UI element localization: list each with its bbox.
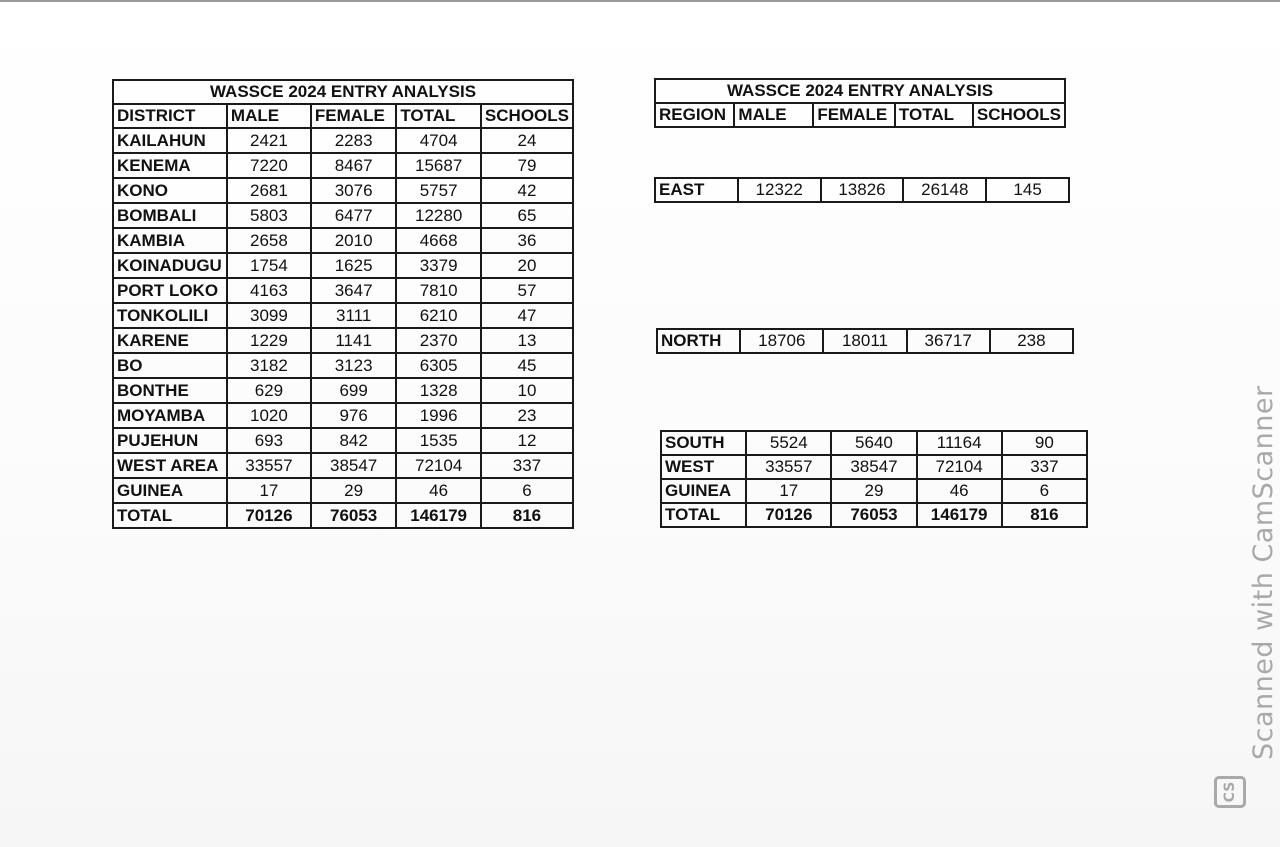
female-value: 6477 bbox=[311, 203, 396, 228]
female-value: 976 bbox=[311, 403, 396, 428]
schools-value: 20 bbox=[481, 253, 573, 278]
male-value: 17 bbox=[227, 478, 311, 503]
total-value: 72104 bbox=[917, 455, 1002, 479]
schools-value: 337 bbox=[481, 453, 573, 478]
female-value: 699 bbox=[311, 378, 396, 403]
schools-value: 42 bbox=[481, 178, 573, 203]
schools-value: 57 bbox=[481, 278, 573, 303]
total-value: 1328 bbox=[396, 378, 481, 403]
camscanner-logo-icon: CS bbox=[1214, 776, 1246, 808]
header-female: FEMALE bbox=[813, 103, 895, 127]
table-row bbox=[661, 503, 1087, 527]
schools-value: 816 bbox=[481, 503, 573, 528]
total-value: 146179 bbox=[396, 503, 481, 528]
male-value: 1020 bbox=[227, 403, 311, 428]
row-name: WEST AREA bbox=[113, 453, 227, 478]
male-value: 5803 bbox=[227, 203, 311, 228]
header-schools: SCHOOLS bbox=[973, 103, 1065, 127]
row-name: TOTAL bbox=[661, 503, 746, 527]
region-north-table bbox=[656, 328, 1074, 354]
row-name: BONTHE bbox=[113, 378, 227, 403]
female-value: 2010 bbox=[311, 228, 396, 253]
row-name: WEST bbox=[661, 455, 746, 479]
total-value: 36717 bbox=[907, 329, 990, 353]
schools-value: 24 bbox=[481, 128, 573, 153]
schools-value: 90 bbox=[1002, 431, 1087, 455]
female-value: 5640 bbox=[831, 431, 916, 455]
district-entry-table bbox=[112, 79, 574, 529]
table-row bbox=[661, 479, 1087, 503]
schools-value: 337 bbox=[1002, 455, 1087, 479]
row-name: PORT LOKO bbox=[113, 278, 227, 303]
table-row bbox=[113, 128, 573, 153]
row-name: SOUTH bbox=[661, 431, 746, 455]
schools-value: 12 bbox=[481, 428, 573, 453]
male-value: 70126 bbox=[227, 503, 311, 528]
header-female: FEMALE bbox=[311, 104, 396, 128]
table-row bbox=[113, 178, 573, 203]
region-name: NORTH bbox=[657, 329, 740, 353]
total-value: 4704 bbox=[396, 128, 481, 153]
total-value: 1996 bbox=[396, 403, 481, 428]
female-value: 3076 bbox=[311, 178, 396, 203]
region-header-row bbox=[655, 103, 1065, 127]
table-row bbox=[113, 303, 573, 328]
total-value: 46 bbox=[396, 478, 481, 503]
schools-value: 10 bbox=[481, 378, 573, 403]
total-value: 6210 bbox=[396, 303, 481, 328]
female-value: 38547 bbox=[311, 453, 396, 478]
row-name: GUINEA bbox=[661, 479, 746, 503]
male-value: 693 bbox=[227, 428, 311, 453]
table-row bbox=[113, 328, 573, 353]
schools-value: 145 bbox=[986, 178, 1069, 202]
female-value: 3123 bbox=[311, 353, 396, 378]
table-row bbox=[113, 153, 573, 178]
male-value: 4163 bbox=[227, 278, 311, 303]
male-value: 629 bbox=[227, 378, 311, 403]
female-value: 29 bbox=[831, 479, 916, 503]
total-value: 146179 bbox=[917, 503, 1002, 527]
schools-value: 238 bbox=[990, 329, 1073, 353]
row-name: KENEMA bbox=[113, 153, 227, 178]
row-name: MOYAMBA bbox=[113, 403, 227, 428]
total-value: 6305 bbox=[396, 353, 481, 378]
male-value: 2681 bbox=[227, 178, 311, 203]
total-value: 3379 bbox=[396, 253, 481, 278]
schools-value: 65 bbox=[481, 203, 573, 228]
table-row bbox=[113, 478, 573, 503]
row-name: TOTAL bbox=[113, 503, 227, 528]
table-row bbox=[113, 378, 573, 403]
row-name: KOINADUGU bbox=[113, 253, 227, 278]
female-value: 3647 bbox=[311, 278, 396, 303]
female-value: 2283 bbox=[311, 128, 396, 153]
table-row bbox=[657, 329, 1073, 353]
region-name: EAST bbox=[655, 178, 738, 202]
female-value: 842 bbox=[311, 428, 396, 453]
table-row bbox=[113, 278, 573, 303]
female-value: 1141 bbox=[311, 328, 396, 353]
row-name: KAILAHUN bbox=[113, 128, 227, 153]
region-table-header bbox=[654, 78, 1066, 128]
row-name: BOMBALI bbox=[113, 203, 227, 228]
district-table-title: WASSCE 2024 ENTRY ANALYSIS bbox=[113, 80, 573, 104]
female-value: 76053 bbox=[311, 503, 396, 528]
table-row bbox=[655, 178, 1069, 202]
schools-value: 816 bbox=[1002, 503, 1087, 527]
header-male: MALE bbox=[734, 103, 813, 127]
male-value: 33557 bbox=[227, 453, 311, 478]
female-value: 76053 bbox=[831, 503, 916, 527]
total-value: 12280 bbox=[396, 203, 481, 228]
table-row bbox=[113, 228, 573, 253]
schools-value: 45 bbox=[481, 353, 573, 378]
header-region: REGION bbox=[655, 103, 734, 127]
schools-value: 6 bbox=[1002, 479, 1087, 503]
row-name: KONO bbox=[113, 178, 227, 203]
male-value: 3182 bbox=[227, 353, 311, 378]
header-district: DISTRICT bbox=[113, 104, 227, 128]
table-row bbox=[113, 403, 573, 428]
row-name: KAMBIA bbox=[113, 228, 227, 253]
header-total: TOTAL bbox=[396, 104, 481, 128]
total-value: 1535 bbox=[396, 428, 481, 453]
table-row bbox=[113, 353, 573, 378]
total-value: 7810 bbox=[396, 278, 481, 303]
female-value: 18011 bbox=[823, 329, 906, 353]
row-name: TONKOLILI bbox=[113, 303, 227, 328]
header-male: MALE bbox=[227, 104, 311, 128]
total-value: 2370 bbox=[396, 328, 481, 353]
header-schools: SCHOOLS bbox=[481, 104, 573, 128]
table-row bbox=[661, 455, 1087, 479]
male-value: 18706 bbox=[740, 329, 823, 353]
male-value: 2658 bbox=[227, 228, 311, 253]
male-value: 1229 bbox=[227, 328, 311, 353]
total-value: 4668 bbox=[396, 228, 481, 253]
total-value: 46 bbox=[917, 479, 1002, 503]
row-name: PUJEHUN bbox=[113, 428, 227, 453]
schools-value: 6 bbox=[481, 478, 573, 503]
total-value: 15687 bbox=[396, 153, 481, 178]
male-value: 70126 bbox=[746, 503, 831, 527]
schools-value: 13 bbox=[481, 328, 573, 353]
female-value: 8467 bbox=[311, 153, 396, 178]
female-value: 13826 bbox=[821, 178, 904, 202]
district-header-row bbox=[113, 104, 573, 128]
camscanner-watermark: Scanned with CamScanner bbox=[1248, 385, 1279, 760]
total-value: 72104 bbox=[396, 453, 481, 478]
male-value: 3099 bbox=[227, 303, 311, 328]
region-table-title: WASSCE 2024 ENTRY ANALYSIS bbox=[655, 79, 1065, 103]
schools-value: 47 bbox=[481, 303, 573, 328]
table-row bbox=[661, 431, 1087, 455]
female-value: 1625 bbox=[311, 253, 396, 278]
female-value: 38547 bbox=[831, 455, 916, 479]
male-value: 2421 bbox=[227, 128, 311, 153]
table-row bbox=[113, 503, 573, 528]
table-row bbox=[113, 453, 573, 478]
schools-value: 79 bbox=[481, 153, 573, 178]
page-edge bbox=[0, 0, 1280, 2]
row-name: BO bbox=[113, 353, 227, 378]
table-row bbox=[113, 428, 573, 453]
female-value: 3111 bbox=[311, 303, 396, 328]
table-row bbox=[113, 253, 573, 278]
total-value: 26148 bbox=[903, 178, 986, 202]
row-name: KARENE bbox=[113, 328, 227, 353]
male-value: 33557 bbox=[746, 455, 831, 479]
female-value: 29 bbox=[311, 478, 396, 503]
male-value: 1754 bbox=[227, 253, 311, 278]
table-row bbox=[113, 203, 573, 228]
schools-value: 36 bbox=[481, 228, 573, 253]
total-value: 5757 bbox=[396, 178, 481, 203]
row-name: GUINEA bbox=[113, 478, 227, 503]
male-value: 7220 bbox=[227, 153, 311, 178]
schools-value: 23 bbox=[481, 403, 573, 428]
male-value: 17 bbox=[746, 479, 831, 503]
region-east-table bbox=[654, 177, 1070, 203]
region-south-west-table bbox=[660, 430, 1088, 528]
male-value: 12322 bbox=[738, 178, 821, 202]
header-total: TOTAL bbox=[895, 103, 973, 127]
total-value: 11164 bbox=[917, 431, 1002, 455]
male-value: 5524 bbox=[746, 431, 831, 455]
